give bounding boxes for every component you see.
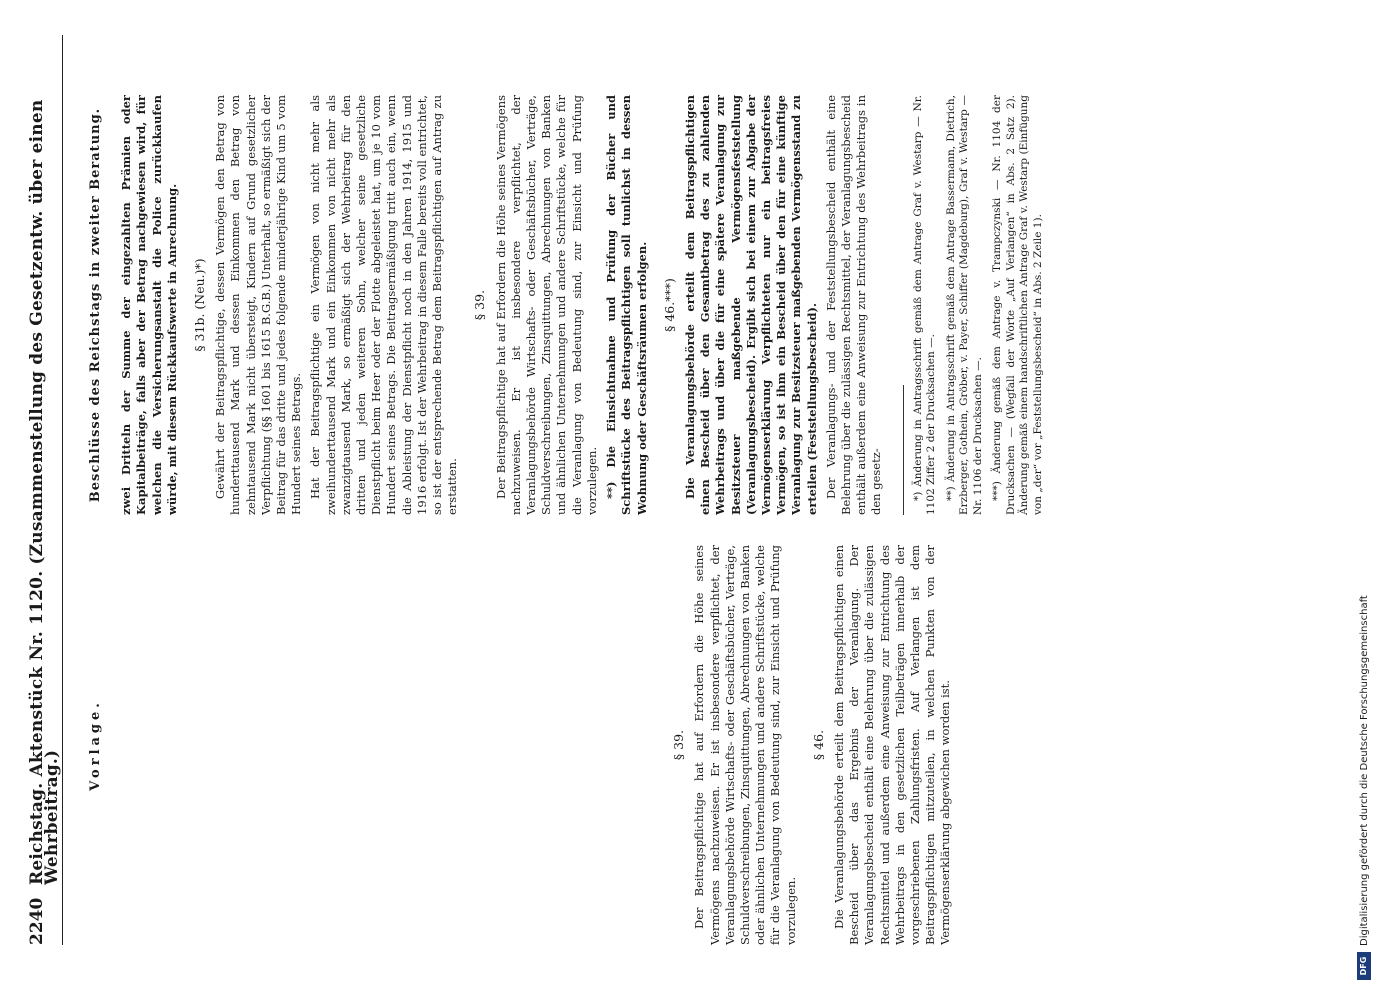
left-section-39-text: Der Beitragspflichtige hat auf Erfordern die Höhe seines Vermögens nachzuweisen. Er ist insbesondere verpflichtet, der Veranlagungsbehörde Wirtschafts- oder Geschäftsbücher, Verträge, Schuldverschreibungen, Zinsquittungen, Abrechnungen von Banken oder ähnlichen Unternehmungen und andere Schriftstücke, welche für die Veranlagung von Bedeutung sind, zur Einsicht und Prüfung vorzulegen. xyxy=(692,545,798,945)
right-intro-text: zwei Dritteln der Summe der eingezahlten Prämien oder Kapitalbeiträge, falls aber der Betrag nachgewiesen wird, für welchen die Versicherungsanstalt die Police zurückkaufen würde, mit diesem Rückkaufswerte in Anrechnung. xyxy=(119,95,179,515)
right-section-39-note: **) Die Einsichtnahme und Prüfung der Bücher und Schriftstücke des Beitragspflichtigen soll tunlichst in dessen Wohnung oder Geschäftsräumen erfolgen. xyxy=(604,95,649,515)
running-head: Reichstag. Aktenstück Nr. 1120. (Zusammenstellung des Gesetzentw. über einen Wehrbeitrag.) xyxy=(27,99,63,885)
footnote-1: *) Änderung in Antragsschrift gemäß dem Antrage Graf v. Westarp — Nr. 1102 Ziffer 2 der Drucksachen —. xyxy=(911,95,938,515)
right-section-39-heading: § 39. xyxy=(472,289,488,321)
page-number: 2240 xyxy=(27,897,47,945)
header-rule xyxy=(62,35,63,945)
footnote-2: **) Änderung in Antragsschrift gemäß dem Antrage Bassermann, Dietrich, Erzberger, Gothein, Gröber, v. Payer, Schiffer (Magdeburg), Graf v. Westarp — Nr. 1106 der Drucksachen —. xyxy=(944,95,984,515)
left-section-46-text: Die Veranlagungsbehörde erteilt dem Beitragspflichtigen einen Bescheid über das Ergebnis der Veranlagung. Der Veranlagungsbescheid enthält eine Belehrung über die zulässigen Rechtsmittel und außerdem eine Anweisung zur Entrichtung des Wehrbeitrags in den gesetzlichen Teilbeträgen innerhalb der vorgeschriebenen Zahlungsfristen. Auf Verlangen ist dem Beitragspflichtigen mitzuteilen, in welchen Punkten von der Vermögenserklärung abgewichen worden ist. xyxy=(832,545,953,945)
right-column xyxy=(80,95,1051,515)
document-page xyxy=(20,0,1365,985)
left-section-46-heading: § 46. xyxy=(810,729,826,761)
footnote-rule xyxy=(903,385,904,515)
left-column-title: Vorlage. xyxy=(88,699,103,791)
footnote-3: ***) Änderung gemäß dem Antrage v. Trampczynski — Nr. 1104 der Drucksachen — (Wegfall der Worte „Auf Verlangen“ in Abs. 2 Satz 2). Änderung gemäß einem handschriftlichen Antrage Graf v. Westarp (Einfügung von „der“ vor „Feststellungsbescheid“ in Abs. 2 Zeile 1). xyxy=(991,95,1044,515)
right-section-46-paragraph-2: Der Veranlagungs- und der Feststellungsbescheid enthält eine Belehrung über die zulässigen Rechtsmittel, der Veranlagungsbescheid enthält außerdem eine Anweisung zur Entrichtung des Wehrbeitrags in den gesetz- xyxy=(823,95,884,515)
left-column xyxy=(80,545,958,945)
right-section-31b-heading: § 31b. (Neu.)*) xyxy=(192,258,208,352)
right-section-39-text: Der Beitragspflichtige hat auf Erfordern die Höhe seines Vermögens nachzuweisen. Er ist insbesondere verpflichtet, der Veranlagungsbehörde Wirtschafts- oder Geschäftsbücher, Verträge, Schuldverschreibungen, Zinsquittungen, Abrechnungen von Banken und ähnlichen Unternehmungen und andere Schriftstücke, welche für die Veranlagung von Bedeutung sind, zur Einsicht und Prüfung vorzulegen. xyxy=(493,95,599,515)
left-section-39-heading: § 39. xyxy=(671,729,687,761)
left-column-blank xyxy=(119,545,659,945)
dfg-logo-icon: DFG xyxy=(1357,952,1371,980)
digitization-credit-text: Digitalisierung gefördert durch die Deutsche Forschungsgemeinschaft xyxy=(1359,595,1370,946)
right-section-46-heading: § 46.***) xyxy=(661,278,677,332)
right-column-title: Beschlüsse des Reichstags in zweiter Beratung. xyxy=(88,107,103,503)
right-section-31b-paragraph-1: Gewährt der Beitragspflichtige, dessen Vermögen den Betrag von hunderttausend Mark und dessen Einkommen den Betrag von zehntausend Mark nicht übersteigt, Kindern auf Grund gesetzlicher Verpflichtung (§§ 1601 bis 1615 B.G.B.) Unterhalt, so ermäßigt sich der Beitrag für das dritte und jedes folgende minderjährige Kind um 5 vom Hundert seines Betrags. xyxy=(213,95,304,515)
digitization-credit xyxy=(1348,20,1378,980)
right-section-46-paragraph-1: Die Veranlagungsbehörde erteilt dem Beitragspflichtigen einen Bescheid über den Gesamtbetrag des zu zahlenden Wehrbeitrags und über die für eine spätere Veranlagung zur Besitzsteuer maßgebende Vermögensfeststellung (Veranlagungsbescheid). Ergibt sich bei einem zur Abgabe der Vermögenserklärung Verpflichteten nur ein beitragsfreies Vermögen, so ist ihm ein Bescheid über den für eine künftige Veranlagung zur Besitzsteuer maßgebenden Vermögensstand zu erteilen (Feststellungsbescheid). xyxy=(682,95,819,515)
right-section-31b-paragraph-2: Hat der Beitragspflichtige ein Vermögen von nicht mehr als zweihunderttausend Mark und ein Einkommen von nicht mehr als zwanzigtausend Mark, so ermäßigt sich der Wehrbeitrag für den dritten und jeden weiteren Sohn, welcher seine gesetzliche Dienstpflicht beim Heer oder der Flotte abgeleistet hat, um je 10 vom Hundert seines Betrags. Die Beitragsermäßigung tritt auch ein, wenn die Ableistung der Dienstpflicht noch in den Jahren 1914, 1915 und 1916 erfolgt. Ist der Wehrbeitrag in diesem Falle bereits voll entrichtet, so ist der entsprechende Betrag dem Beitragspflichtigen auf Antrag zu erstatten. xyxy=(308,95,460,515)
